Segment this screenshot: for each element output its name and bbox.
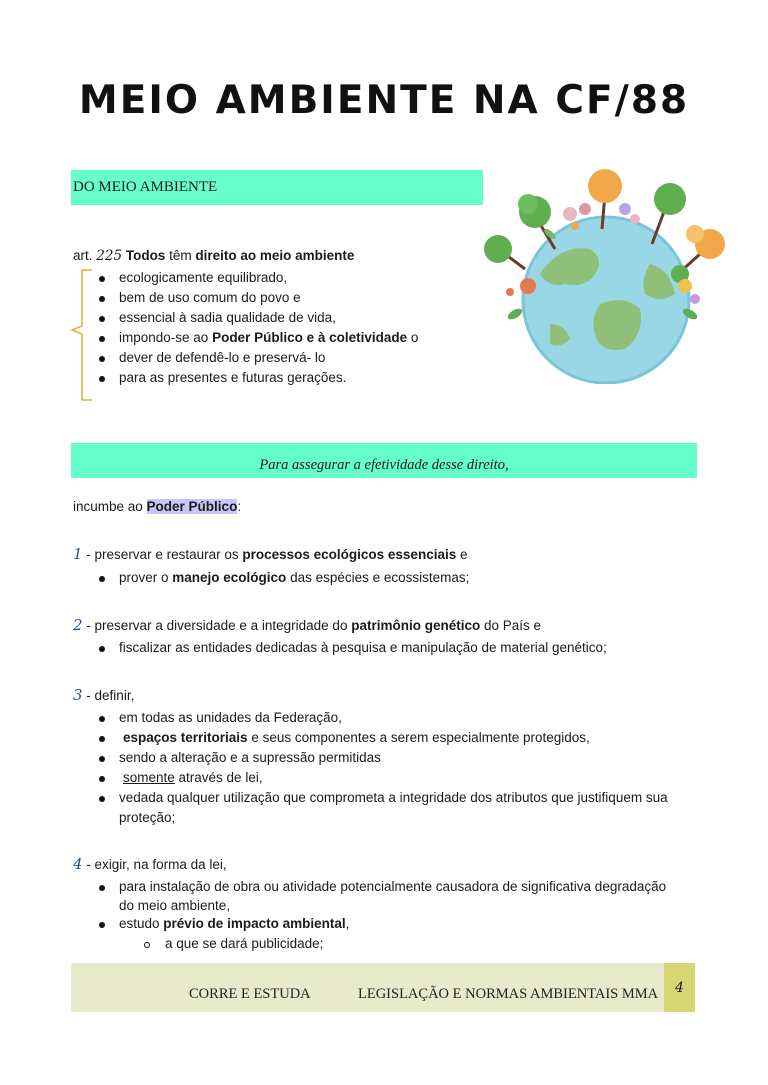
bullet-bold: espaços territoriais bbox=[123, 730, 248, 745]
article-item-text: impondo-se ao bbox=[119, 330, 213, 345]
bullet-bold: manejo ecológico bbox=[172, 570, 287, 585]
item-2 bbox=[73, 616, 541, 634]
article-bold-2: direito ao meio ambiente bbox=[195, 248, 355, 263]
bullet-dot bbox=[99, 796, 105, 802]
bullet-underline: somente bbox=[123, 770, 175, 785]
item-bullet: em todas as unidades da Federação, bbox=[119, 710, 342, 725]
article-item-bold: Poder Público e à coletividade bbox=[212, 330, 408, 345]
globe-illustration bbox=[480, 164, 736, 384]
item-bullet bbox=[123, 730, 590, 745]
item-bullet-continuation: proteção; bbox=[119, 810, 176, 825]
item-bullet: fiscalizar as entidades dedicadas à pesquisa e manipulação de material genético; bbox=[119, 640, 607, 655]
article-number: 225 bbox=[96, 248, 123, 264]
bullet-dot bbox=[99, 885, 105, 891]
item-number: 3 bbox=[73, 686, 83, 704]
bullet-text: estudo bbox=[119, 916, 164, 931]
article-line bbox=[73, 248, 354, 264]
bullet-dot bbox=[99, 316, 105, 322]
article-item: dever de defendê-lo e preservá- lo bbox=[119, 350, 326, 365]
item-1 bbox=[73, 545, 467, 563]
item-bullet bbox=[119, 570, 469, 585]
item-bold: patrimônio genético bbox=[351, 618, 481, 633]
article-item: bem de uso comum do povo e bbox=[119, 290, 301, 305]
bullet-dot bbox=[99, 336, 105, 342]
article-prefix: art. bbox=[73, 248, 93, 263]
bullet-dot bbox=[99, 356, 105, 362]
item-bullet-continuation: do meio ambiente, bbox=[119, 898, 231, 913]
item-bold: processos ecológicos essenciais bbox=[242, 547, 457, 562]
incumbe-line bbox=[73, 499, 241, 514]
item-text: do País e bbox=[480, 618, 542, 633]
bullet-text: através de lei, bbox=[174, 770, 263, 785]
article-mid: têm bbox=[165, 248, 196, 263]
article-item-text: o bbox=[407, 330, 419, 345]
bullet-dot bbox=[99, 296, 105, 302]
item-bullet bbox=[123, 770, 263, 785]
highlight-poder-publico: Poder Público bbox=[146, 499, 238, 514]
bullet-dot bbox=[99, 576, 105, 582]
bullet-text: , bbox=[345, 916, 350, 931]
item-number: 2 bbox=[73, 616, 83, 634]
item-text: e bbox=[456, 547, 468, 562]
item-text: - definir, bbox=[82, 688, 135, 703]
article-item: para as presentes e futuras gerações. bbox=[119, 370, 347, 385]
footer-right: LEGISLAÇÃO E NORMAS AMBIENTAIS MMA bbox=[358, 986, 659, 1002]
item-text: - preservar e restaurar os bbox=[82, 547, 243, 562]
item-3 bbox=[73, 686, 134, 704]
sub-bullet: a que se dará publicidade; bbox=[165, 936, 324, 951]
bullet-text: e seus componentes a serem especialmente protegidos, bbox=[247, 730, 590, 745]
item-number: 4 bbox=[73, 855, 83, 873]
item-text: - preservar a diversidade e a integridade do bbox=[82, 618, 352, 633]
bullet-dot bbox=[99, 736, 105, 742]
bracket-decoration bbox=[70, 268, 96, 403]
page-number: 4 bbox=[664, 963, 695, 1012]
item-4 bbox=[73, 855, 227, 873]
item-bullet: vedada qualquer utilização que comprometa a integridade dos atributos que justifiquem sua bbox=[119, 790, 668, 805]
item-text: - exigir, na forma da lei, bbox=[82, 857, 227, 872]
sub-bullet-circle bbox=[144, 942, 150, 948]
item-bullet: para instalação de obra ou atividade potencialmente causadora de significativa degradação bbox=[119, 879, 667, 894]
article-item: ecologicamente equilibrado, bbox=[119, 270, 288, 285]
bullet-dot bbox=[99, 756, 105, 762]
bullet-dot bbox=[99, 716, 105, 722]
incumbe-text: incumbe ao bbox=[73, 499, 147, 514]
bullet-text: prover o bbox=[119, 570, 173, 585]
section-heading: DO MEIO AMBIENTE bbox=[71, 170, 483, 205]
assure-band: Para assegurar a efetividade desse direito, bbox=[71, 443, 697, 478]
bullet-dot bbox=[99, 646, 105, 652]
bullet-bold: prévio de impacto ambiental bbox=[163, 916, 346, 931]
bullet-text: das espécies e ecossistemas; bbox=[286, 570, 470, 585]
page-title: MEIO AMBIENTE NA CF/88 bbox=[78, 78, 690, 123]
item-bullet bbox=[119, 916, 349, 931]
item-bullet: sendo a alteração e a supressão permitidas bbox=[119, 750, 381, 765]
article-bold-1: Todos bbox=[125, 248, 166, 263]
item-number: 1 bbox=[73, 545, 83, 563]
bullet-dot bbox=[99, 922, 105, 928]
bullet-dot bbox=[99, 776, 105, 782]
bullet-dot bbox=[99, 276, 105, 282]
article-item: essencial à sadia qualidade de vida, bbox=[119, 310, 336, 325]
article-item bbox=[119, 330, 418, 345]
incumbe-colon: : bbox=[237, 499, 242, 514]
bullet-dot bbox=[99, 376, 105, 382]
footer-left: CORRE E ESTUDA bbox=[189, 986, 311, 1002]
